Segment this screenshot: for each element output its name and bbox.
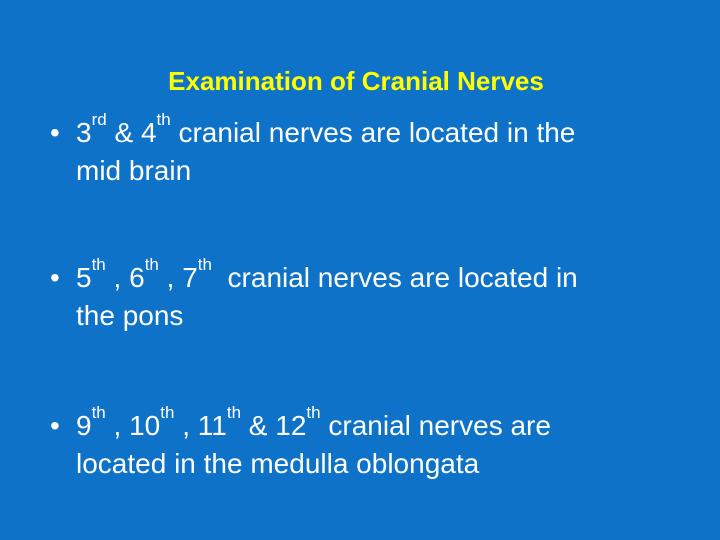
bullet-line-2: the pons: [76, 300, 184, 331]
bullet-item-3: [50, 403, 690, 483]
bullet-glyph: •: [50, 262, 60, 293]
bullet-line-2: located in the medulla oblongata: [76, 448, 480, 479]
bullet-line-2: mid brain: [76, 155, 192, 186]
bullet-line-1: 9th , 10th , 11th & 12th cranial nerves are: [76, 403, 551, 441]
bullet-glyph: •: [50, 117, 60, 148]
bullet-item-2: [50, 255, 690, 335]
bullet-line-1: 5th , 6th , 7th cranial nerves are located in: [76, 255, 578, 293]
bullet-line-1: 3rd & 4th cranial nerves are located in the: [76, 110, 576, 148]
bullet-item-1: [50, 110, 690, 190]
bullet-glyph: •: [50, 410, 60, 441]
slide-title: Examination of Cranial Nerves: [168, 66, 544, 96]
